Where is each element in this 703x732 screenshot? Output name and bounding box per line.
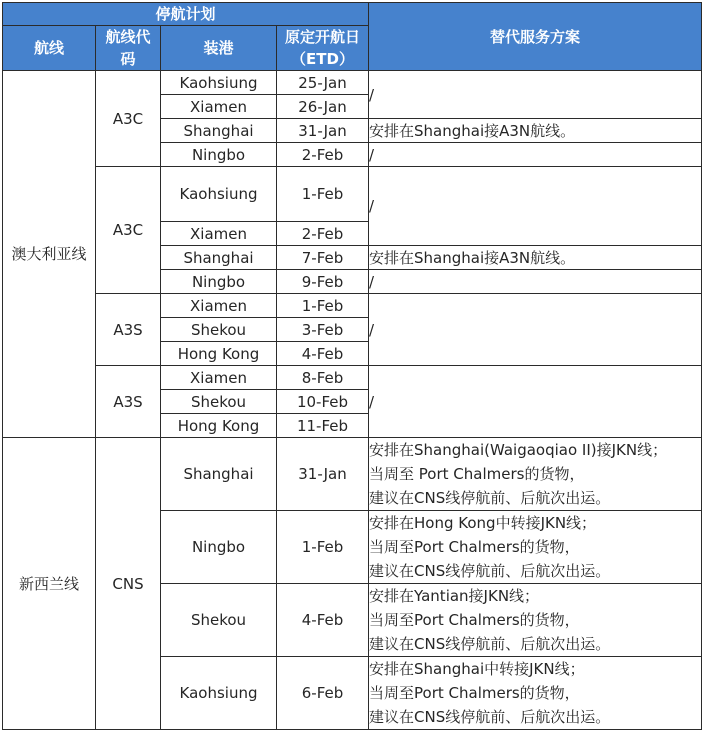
header-etd-line1: 原定开航日: [285, 28, 361, 46]
alternative-cell: [369, 657, 702, 730]
region-cell-australia: 澳大利亚线: [3, 71, 96, 438]
etd-cell: 25-Jan: [277, 71, 369, 95]
header-service-code-line1: 航线代: [105, 28, 151, 46]
etd-cell: 2-Feb: [277, 143, 369, 167]
etd-cell: 31-Jan: [277, 438, 369, 511]
table-row: [3, 71, 702, 95]
alternative-line: 当周至 Port Chalmers的货物，: [369, 465, 585, 483]
header-route: 航线: [3, 26, 96, 71]
port-cell: Ningbo: [161, 270, 277, 294]
table-row: [3, 366, 702, 390]
port-cell: Kaohsiung: [161, 71, 277, 95]
alternative-line: 安排在Yantian接JKN线；: [369, 587, 540, 605]
etd-cell: 8-Feb: [277, 366, 369, 390]
service-cell-a3s: A3S: [96, 366, 161, 438]
header-etd-line2: （ETD）: [291, 50, 354, 68]
alternative-line: 安排在Hong Kong中转接JKN线；: [369, 514, 597, 532]
etd-cell: 6-Feb: [277, 657, 369, 730]
alternative-cell: 安排在Shanghai接A3N航线。: [369, 119, 702, 143]
port-cell: Ningbo: [161, 143, 277, 167]
etd-cell: 1-Feb: [277, 294, 369, 318]
header-alternative-service: 替代服务方案: [369, 3, 702, 71]
port-cell: Shanghai: [161, 119, 277, 143]
alternative-cell: /: [369, 294, 702, 366]
alternative-cell: /: [369, 366, 702, 438]
port-cell: Hong Kong: [161, 342, 277, 366]
port-cell: Xiamen: [161, 95, 277, 119]
header-etd: [277, 26, 369, 71]
etd-cell: 4-Feb: [277, 342, 369, 366]
etd-cell: 31-Jan: [277, 119, 369, 143]
port-cell: Hong Kong: [161, 414, 277, 438]
alternative-line: 当周至Port Chalmers的货物，: [369, 684, 580, 702]
alternative-cell: [369, 511, 702, 584]
etd-cell: 2-Feb: [277, 222, 369, 246]
port-cell: Shanghai: [161, 438, 277, 511]
port-cell: Kaohsiung: [161, 167, 277, 222]
alternative-cell: [369, 584, 702, 657]
service-cell-a3s: A3S: [96, 294, 161, 366]
etd-cell: 4-Feb: [277, 584, 369, 657]
alternative-line: 建议在CNS线停航前、后航次出运。: [369, 635, 611, 653]
header-service-code: [96, 26, 161, 71]
alternative-cell: /: [369, 167, 702, 246]
port-cell: Shanghai: [161, 246, 277, 270]
etd-cell: 1-Feb: [277, 167, 369, 222]
alternative-line: 建议在CNS线停航前、后航次出运。: [369, 562, 611, 580]
port-cell: Shekou: [161, 584, 277, 657]
alternative-line: 安排在Shanghai(Waigaoqiao II)接JKN线；: [369, 441, 668, 459]
etd-cell: 9-Feb: [277, 270, 369, 294]
alternative-line: 建议在CNS线停航前、后航次出运。: [369, 489, 611, 507]
alternative-cell: /: [369, 270, 702, 294]
etd-cell: 11-Feb: [277, 414, 369, 438]
port-cell: Xiamen: [161, 222, 277, 246]
alternative-line: 当周至Port Chalmers的货物，: [369, 538, 580, 556]
alternative-cell: 安排在Shanghai接A3N航线。: [369, 246, 702, 270]
service-cell-cns: CNS: [96, 438, 161, 730]
header-service-code-line2: 码: [120, 50, 136, 68]
table-row: [3, 438, 702, 511]
etd-cell: 3-Feb: [277, 318, 369, 342]
etd-cell: 7-Feb: [277, 246, 369, 270]
header-loading-port: 装港: [161, 26, 277, 71]
port-cell: Xiamen: [161, 294, 277, 318]
etd-cell: 26-Jan: [277, 95, 369, 119]
service-cell-a3c: A3C: [96, 167, 161, 294]
alternative-line: 建议在CNS线停航前、后航次出运。: [369, 708, 611, 726]
alternative-line: 当周至Port Chalmers的货物，: [369, 611, 580, 629]
etd-cell: 10-Feb: [277, 390, 369, 414]
table-row: [3, 294, 702, 318]
etd-cell: 1-Feb: [277, 511, 369, 584]
port-cell: Shekou: [161, 390, 277, 414]
table-row: [3, 167, 702, 222]
alternative-cell: /: [369, 143, 702, 167]
service-cell-a3c: A3C: [96, 71, 161, 167]
alternative-cell: /: [369, 71, 702, 119]
region-cell-new-zealand: 新西兰线: [3, 438, 96, 730]
alternative-line: 安排在Shanghai中转接JKN线；: [369, 660, 585, 678]
port-cell: Ningbo: [161, 511, 277, 584]
suspension-schedule-table: [2, 2, 702, 730]
port-cell: Kaohsiung: [161, 657, 277, 730]
port-cell: Shekou: [161, 318, 277, 342]
alternative-cell: [369, 438, 702, 511]
port-cell: Xiamen: [161, 366, 277, 390]
header-row-1: [3, 3, 702, 26]
header-suspension-plan: 停航计划: [3, 3, 369, 26]
